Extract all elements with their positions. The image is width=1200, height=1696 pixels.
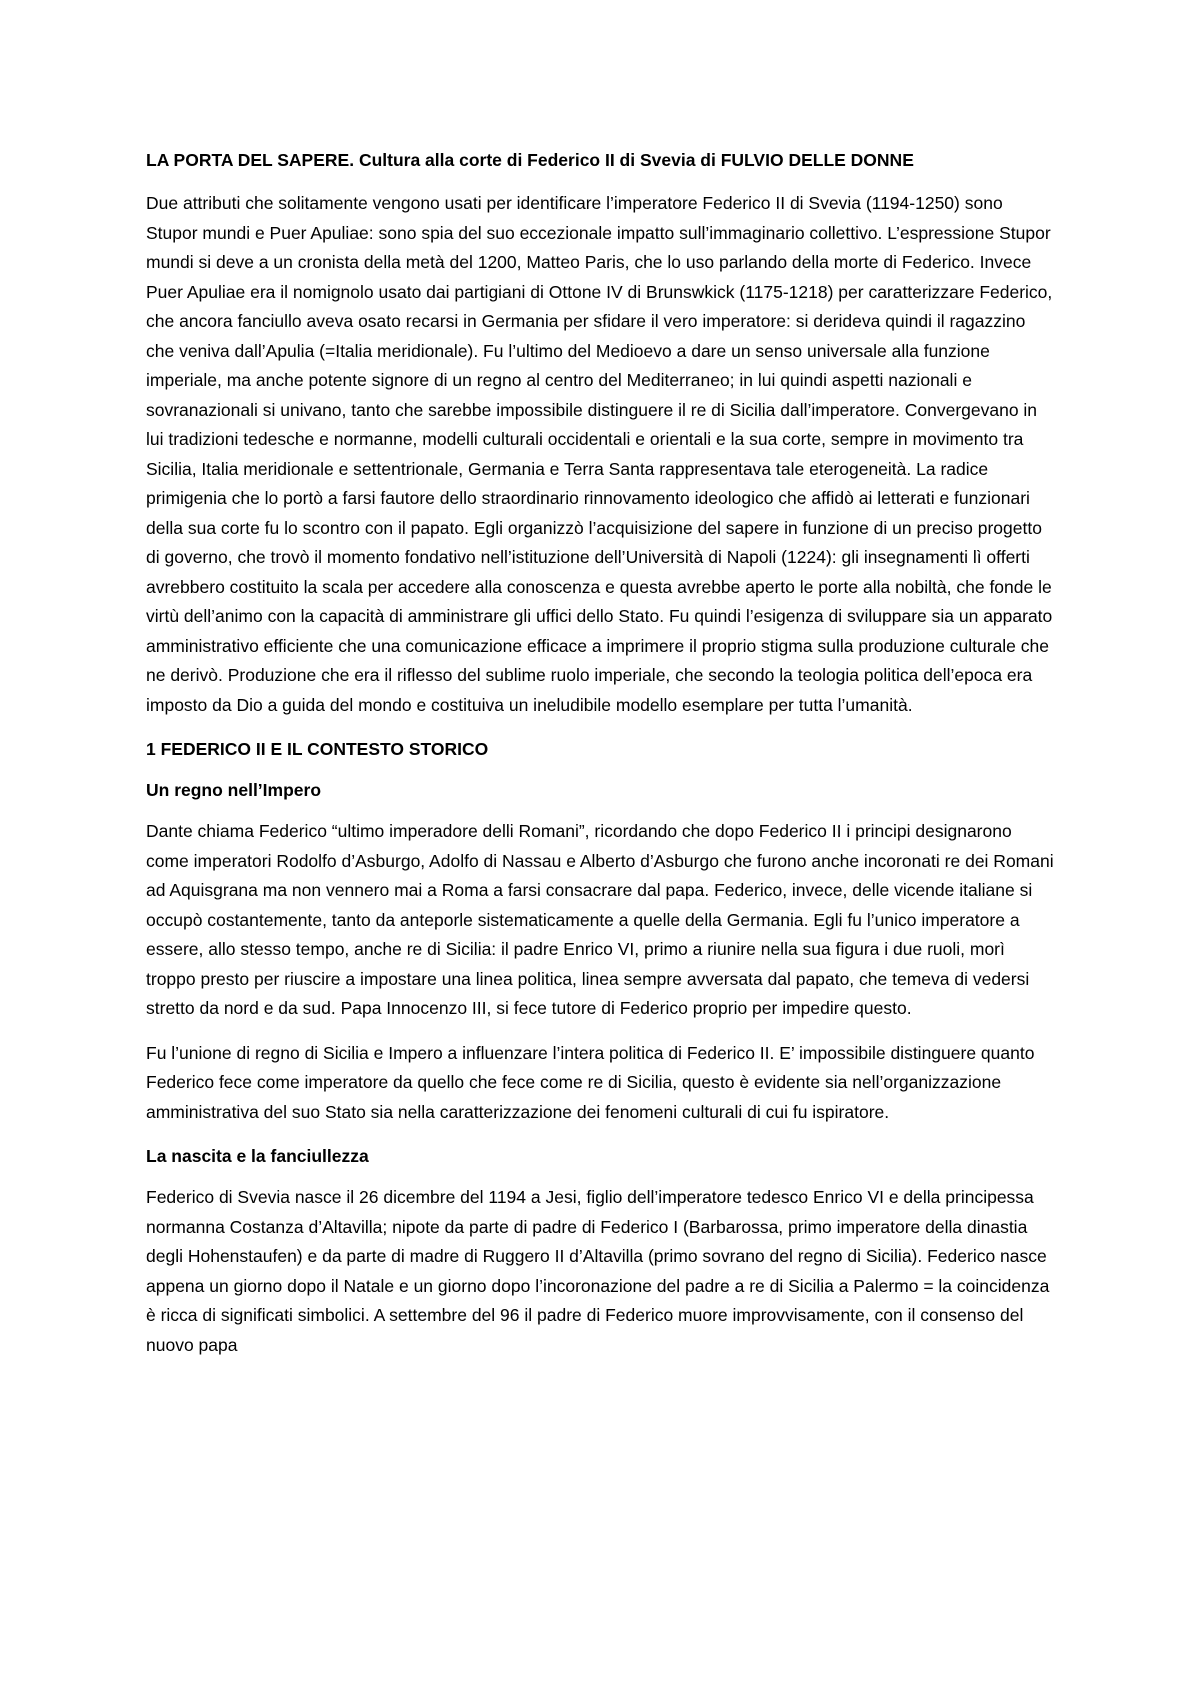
section-heading: 1 FEDERICO II E IL CONTESTO STORICO — [146, 739, 489, 759]
intro-paragraph: Due attributi che solitamente vengono usati per identificare l’imperatore Federico II di Svevia (1194-1250) sono Stupor mundi e Puer Apuliae: sono spia del suo eccezionale impatto sull’immaginario collettivo. L’espressione Stupor mundi si deve a un cronista della metà del 1200, Matteo Paris, che lo uso parlando della morte di Federico. Invece Puer Apuliae era il nomignolo usato dai partigiani di Ottone IV di Brunswkick (1175-1218) per caratterizzare Federico, che ancora fanciullo aveva osato recarsi in Germania per sfidare il vero imperatore: si derideva quindi il ragazzino che veniva dall’Apulia (=Italia meridionale). Fu l’ultimo del Medioevo a dare un senso universale alla funzione imperiale, ma anche potente signore di un regno al centro del Mediterraneo; in lui quindi aspetti nazionali e sovranazionali si univano, tanto che sarebbe impossibile distinguere il re di Sicilia dall’imperatore. Convergevano in lui tradizioni tedesche e normanne, modelli culturali occidentali e orientali e la sua corte, sempre in movimento tra Sicilia, Italia meridionale e settentrionale, Germania e Terra Santa rappresentava tale eterogeneità. La radice primigenia che lo portò a farsi fautore dello straordinario rinnovamento ideologico che affidò ai letterati e funzionari della sua corte fu lo scontro con il papato. Egli organizzò l’acquisizione del sapere in funzione di un preciso progetto di governo, che trovò il momento fondativo nell’istituzione dell’Università di Napoli (1224): gli insegnamenti lì offerti avrebbero costituito la scala per accedere alla conoscenza e questa avrebbe aperto le porte alla nobiltà, che fonde le virtù dell’animo con la capacità di amministrare gli uffici dello Stato. Fu quindi l’esigenza di sviluppare sia un apparato amministrativo efficiente che una comunicazione efficace a imprimere il proprio stigma sulla produzione culturale che ne derivò. Produzione che era il riflesso del sublime ruolo imperiale, che secondo la teologia politica dell’epoca era imposto da Dio a guida del mondo e costituiva un ineludibile modello esemplare per tutta l’umanità. — [146, 193, 1053, 715]
paragraph: Fu l’unione di regno di Sicilia e Impero a influenzare l’intera politica di Federico II. E’ impossibile distinguere quanto Federico fece come imperatore da quello che fece come re di Sicilia, questo è evidente sia nell’organizzazione amministrativa del suo Stato sia nella caratterizzazione dei fenomeni culturali di cui fu ispiratore. — [146, 1042, 1035, 1122]
subheading-nascita: La nascita e la fanciullezza — [146, 1146, 369, 1166]
document-title: LA PORTA DEL SAPERE. Cultura alla corte di Federico II di Svevia di FULVIO DELLE DONNE — [146, 150, 914, 170]
paragraph: Federico di Svevia nasce il 26 dicembre del 1194 a Jesi, figlio dell’imperatore tedesco Enrico VI e della principessa normanna Costanza d’Altavilla; nipote da parte di padre di Federico I (Barbarossa, primo imperatore della dinastia degli Hohenstaufen) e da parte di madre di Ruggero II d’Altavilla (primo sovrano del regno di Sicilia). Federico nasce appena un giorno dopo il Natale e un giorno dopo l’incoronazione del padre a re di Sicilia a Palermo = la coincidenza è ricca di significati simbolici. A settembre del 96 il padre di Federico muore improvvisamente, con il consenso del nuovo papa — [146, 1187, 1050, 1355]
subheading-regno: Un regno nell’Impero — [146, 780, 322, 800]
document-page — [146, 146, 1058, 1375]
paragraph: Dante chiama Federico “ultimo imperadore delli Romani”, ricordando che dopo Federico II i principi designarono come imperatori Rodolfo d’Asburgo, Adolfo di Nassau e Alberto d’Asburgo che furono anche incoronati re dei Romani ad Aquisgrana ma non vennero mai a Roma a farsi consacrare dal papa. Federico, invece, delle vicende italiane si occupò costantemente, tanto da anteporle sistematicamente a quelle della Germania. Egli fu l’unico imperatore a essere, allo stesso tempo, anche re di Sicilia: il padre Enrico VI, primo a riunire nella sua figura i due ruoli, morì troppo presto per riuscire a impostare una linea politica, linea sempre avversata dal papato, che temeva di vedersi stretto da nord e da sud. Papa Innocenzo III, si fece tutore di Federico proprio per impedire questo. — [146, 821, 1054, 1018]
